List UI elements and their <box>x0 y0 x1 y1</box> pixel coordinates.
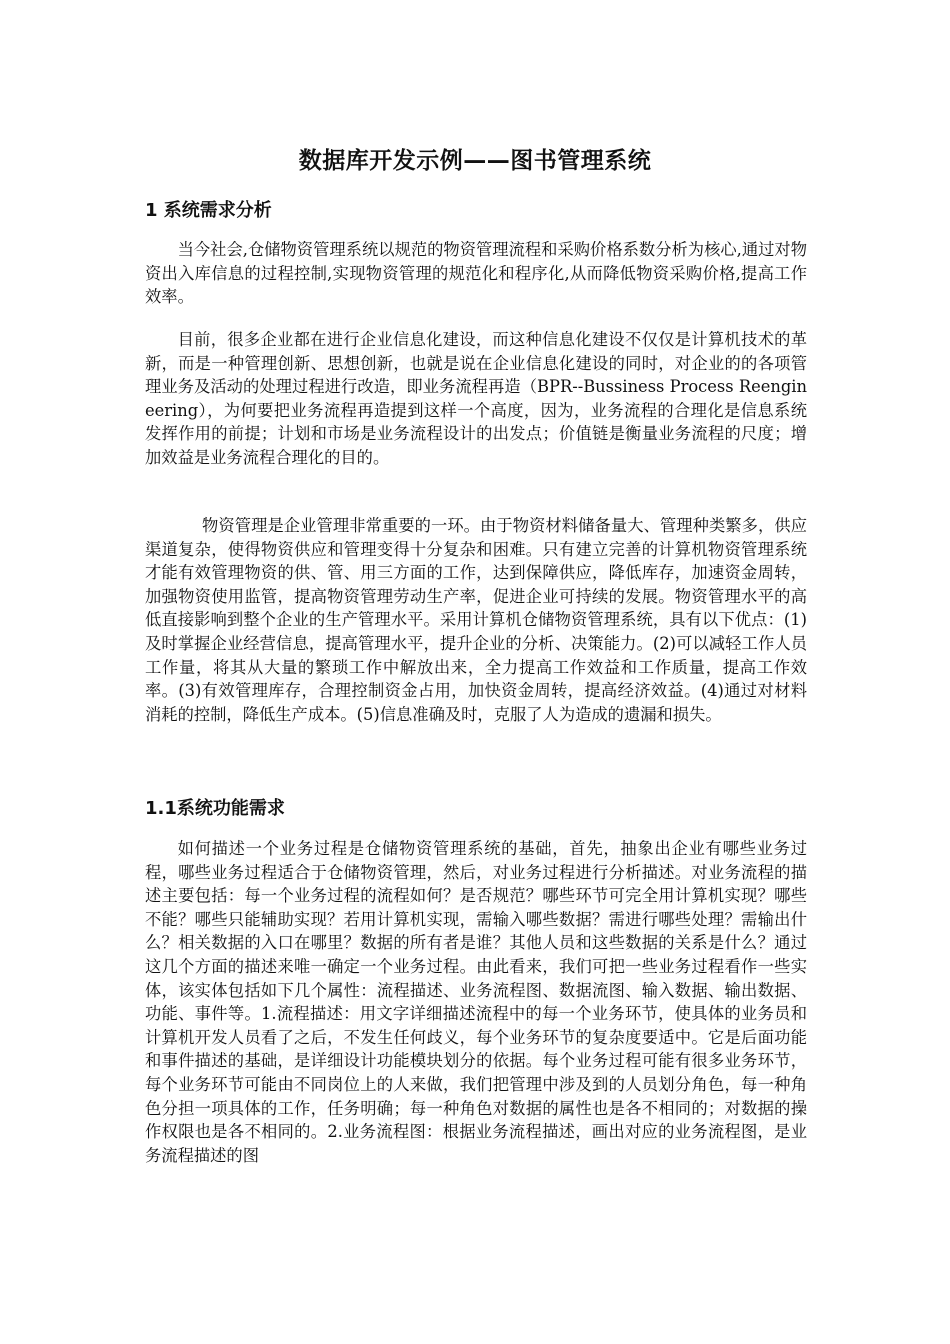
section-1-paragraph-2: 目前，很多企业都在进行企业信息化建设，而这种信息化建设不仅仅是计算机技术的革新，而是一种管理创新、思想创新，也就是说在企业信息化建设的同时，对企业的的各项管理业务及活动的处理过程进行改造，即业务流程再造（BPR--Bussiness Process Reengineering），为何要把业务流程再造提到这样一个高度，因为，业务流程的合理化是信息系统发挥作用的前提；计划和市场是业务流程设计的出发点；价值链是衡量业务流程的尺度；增加效益是业务流程合理化的目的。 <box>145 330 807 467</box>
section-1-paragraph-1: 当今社会,仓储物资管理系统以规范的物资管理流程和采购价格系数分析为核心,通过对物资出入库信息的过程控制,实现物资管理的规范化和程序化,从而降低物资采购价格,提高工作效率。 <box>145 240 807 307</box>
section-1-paragraph-3: 物资管理是企业管理非常重要的一环。由于物资材料储备量大、管理种类繁多，供应渠道复杂，使得物资供应和管理变得十分复杂和困难。只有建立完善的计算机物资管理系统才能有效管理物资的供、管、用三方面的工作，达到保障供应，降低库存，加速资金周转，加强物资使用监管，提高物资管理劳动生产率，促进企业可持续的发展。物资管理水平的高低直接影响到整个企业的生产管理水平。采用计算机仓储物资管理系统，具有以下优点：(1)及时掌握企业经营信息，提高管理水平，提升企业的分析、决策能力。(2)可以减轻工作人员工作量，将其从大量的繁琐工作中解放出来，全力提高工作效益和工作质量，提高工作效率。(3)有效管理库存，合理控制资金占用，加快资金周转，提高经济效益。(4)通过对材料消耗的控制，降低生产成本。(5)信息准确及时，克服了人为造成的遗漏和损失。 <box>145 516 807 724</box>
section-1-1-paragraph-1: 如何描述一个业务过程是仓储物资管理系统的基础，首先，抽象出企业有哪些业务过程，哪些业务过程适合于仓储物资管理，然后，对业务过程进行分析描述。对业务流程的描述主要包括：每一个业务过程的流程如何？是否规范？哪些环节可完全用计算机实现？哪些不能？哪些只能辅助实现？若用计算机实现，需输入哪些数据？需进行哪些处理？需输出什么？相关数据的入口在哪里？数据的所有者是谁？其他人员和这些数据的关系是什么？通过这几个方面的描述来唯一确定一个业务过程。由此看来，我们可把一些业务过程看作一些实体，该实体包括如下几个属性：流程描述、业务流程图、数据流图、输入数据、输出数据、功能、事件等。1.流程描述：用文字详细描述流程中的每一个业务环节，使具体的业务员和计算机开发人员看了之后，不发生任何歧义，每个业务环节的复杂度要适中。它是后面功能和事件描述的基础，是详细设计功能模块划分的依据。每个业务过程可能有很多业务环节，每个业务环节可能由不同岗位上的人来做，我们把管理中涉及到的人员划分角色，每一种角色分担一项具体的工作，任务明确；每一种角色对数据的属性也是各不相同的；对数据的操作权限也是各不相同的。2.业务流程图：根据业务流程描述，画出对应的业务流程图，是业务流程描述的图 <box>145 839 807 1165</box>
document-title: 数据库开发示例——图书管理系统 <box>298 148 652 174</box>
section-1-1-heading: 1.1系统功能需求 <box>145 798 285 819</box>
section-1-heading: 1 系统需求分析 <box>145 200 272 221</box>
